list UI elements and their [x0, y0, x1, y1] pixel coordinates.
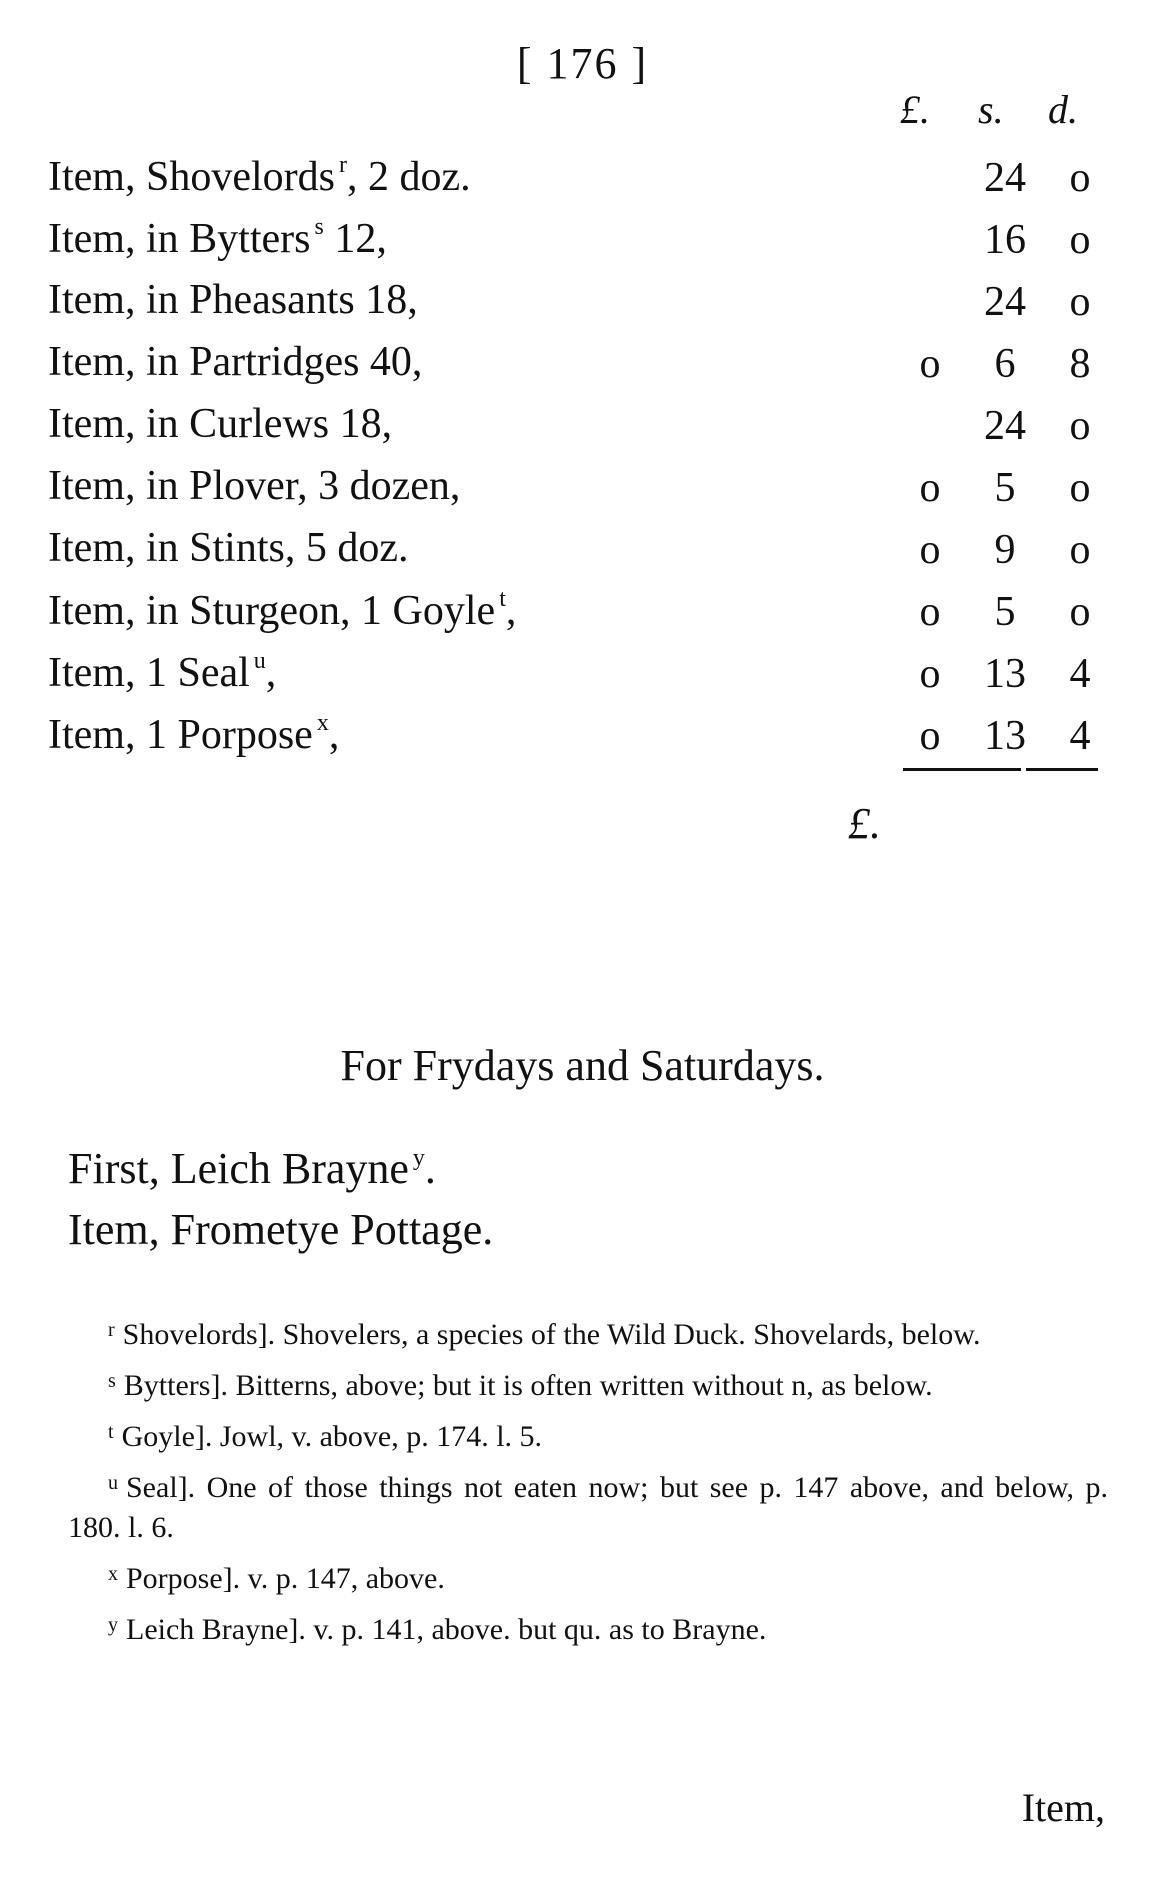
entry-row	[0, 706, 1165, 768]
entry-description	[48, 586, 516, 635]
total-pound-symbol: £.	[848, 799, 881, 848]
footnote-mark: s	[108, 1370, 116, 1392]
entry-row	[0, 210, 1165, 272]
footnote	[68, 1412, 1108, 1457]
entry-description	[48, 462, 460, 510]
footnote-text: Goyle]. Jowl, v. above, p. 174. l. 5.	[121, 1420, 543, 1453]
entry-description	[48, 152, 471, 201]
entry-text: in Bytters	[145, 216, 311, 262]
entry-shillings: 6	[994, 341, 1016, 387]
entry-label: Item,	[48, 401, 136, 447]
entry-suffix: ,	[265, 650, 277, 696]
footnote	[68, 1605, 1108, 1650]
footnote-ref: r	[338, 152, 347, 178]
footnote-ref: t	[499, 586, 506, 612]
entry-pence: o	[1069, 403, 1091, 449]
entry-row	[0, 520, 1165, 582]
pence-header: d.	[1048, 87, 1078, 132]
sum-rule	[903, 768, 1021, 771]
entry-description	[48, 276, 418, 324]
entry-shillings: 5	[994, 589, 1016, 635]
entry-shillings: 9	[994, 527, 1016, 573]
entry-text: in Curlews 18,	[145, 401, 393, 447]
entry-shillings: 24	[984, 279, 1026, 325]
footnote-text: Bytters]. Bitterns, above; but it is often written without n, as below.	[123, 1369, 933, 1402]
entry-description	[48, 710, 339, 759]
entry-suffix: ,	[505, 588, 517, 634]
footnote-text: Porpose]. v. p. 147, above.	[126, 1562, 445, 1595]
entry-pounds: o	[919, 527, 941, 573]
entry-row	[0, 396, 1165, 458]
currency-header	[880, 86, 1100, 136]
entry-row	[0, 334, 1165, 396]
entry-row	[0, 644, 1165, 706]
sum-rule	[1026, 768, 1098, 771]
footnote	[68, 1554, 1108, 1599]
friday-item: Item, Frometye Pottage.	[68, 1205, 494, 1254]
entry-description	[48, 648, 276, 697]
entry-row	[0, 148, 1165, 210]
entry-label: Item,	[48, 277, 136, 323]
footnote-text: Shovelords]. Shovelers, a species of the Wild Duck. Shovelards, below.	[122, 1318, 981, 1351]
footnote-ref: y	[412, 1145, 425, 1171]
entry-pence: 4	[1069, 713, 1091, 759]
entry-shillings: 13	[984, 651, 1026, 697]
friday-item-text: First, Leich Brayne	[68, 1144, 409, 1193]
entry-label: Item,	[48, 463, 136, 509]
entry-label: Item,	[48, 650, 136, 696]
footnote-text: Leich Brayne]. v. p. 141, above. but qu. as to Brayne.	[126, 1613, 767, 1646]
entry-shillings: 24	[984, 403, 1026, 449]
account-entries	[0, 148, 1165, 768]
entry-label: Item,	[48, 216, 136, 262]
entry-row	[0, 582, 1165, 644]
footnote-ref: x	[316, 710, 329, 736]
footnotes	[68, 1310, 1108, 1656]
entry-suffix: 12,	[323, 216, 387, 262]
entry-shillings: 13	[984, 713, 1026, 759]
entry-pence: o	[1069, 155, 1091, 201]
entry-text: in Partridges 40,	[145, 339, 423, 385]
entry-description	[48, 214, 387, 263]
footnote-ref: s	[314, 214, 324, 240]
entry-label: Item,	[48, 525, 136, 571]
entry-text: in Plover, 3 dozen,	[145, 463, 461, 509]
entry-pounds: o	[919, 651, 941, 697]
entry-text: in Stints, 5 doz.	[145, 525, 409, 571]
entry-description	[48, 400, 392, 448]
entry-pence: 4	[1069, 651, 1091, 697]
entry-pounds: o	[919, 341, 941, 387]
footnote	[68, 1361, 1108, 1406]
entry-label: Item,	[48, 339, 136, 385]
page-number: [ 176 ]	[516, 39, 649, 88]
entry-text: in Sturgeon, 1 Goyle	[145, 588, 496, 634]
entry-row	[0, 458, 1165, 520]
entry-pence: o	[1069, 217, 1091, 263]
entry-label: Item,	[48, 588, 136, 634]
entry-label: Item,	[48, 712, 136, 758]
entry-shillings: 24	[984, 155, 1026, 201]
entry-pence: o	[1069, 589, 1091, 635]
entry-shillings: 16	[984, 217, 1026, 263]
entry-pounds: o	[919, 713, 941, 759]
entry-suffix: ,	[328, 712, 340, 758]
entry-pence: o	[1069, 279, 1091, 325]
footnote-mark: u	[108, 1472, 118, 1494]
entry-description	[48, 338, 422, 386]
entry-description	[48, 524, 409, 572]
pounds-header: £.	[900, 87, 930, 132]
entry-text: 1 Porpose	[145, 712, 313, 758]
entry-row	[0, 272, 1165, 334]
footnote-mark: x	[108, 1563, 118, 1585]
footnote-mark: t	[108, 1421, 114, 1443]
entry-pence: o	[1069, 527, 1091, 573]
friday-item-suffix: .	[424, 1144, 436, 1193]
entry-pounds: o	[919, 589, 941, 635]
entry-text: Shovelords	[145, 154, 335, 200]
entry-label: Item,	[48, 154, 136, 200]
entry-pounds: o	[919, 465, 941, 511]
footnote-mark: r	[108, 1319, 115, 1341]
catchword: Item,	[1021, 1785, 1105, 1830]
footnote-text: Seal]. One of those things not eaten now; but see p. 147 above, and below, p. 180. l. 6.	[68, 1471, 1108, 1544]
footnote	[68, 1310, 1108, 1355]
section-heading: For Frydays and Saturdays.	[340, 1041, 825, 1090]
entry-text: in Pheasants 18,	[145, 277, 418, 323]
entry-shillings: 5	[994, 465, 1016, 511]
shillings-header: s.	[978, 87, 1004, 132]
entry-pence: 8	[1069, 341, 1091, 387]
footnote-ref: u	[253, 648, 266, 674]
entry-text: 1 Seal	[145, 650, 250, 696]
footnote	[68, 1463, 1108, 1548]
footnote-mark: y	[108, 1614, 118, 1636]
entry-suffix: , 2 doz.	[346, 154, 471, 200]
entry-pence: o	[1069, 465, 1091, 511]
friday-item	[68, 1143, 436, 1194]
